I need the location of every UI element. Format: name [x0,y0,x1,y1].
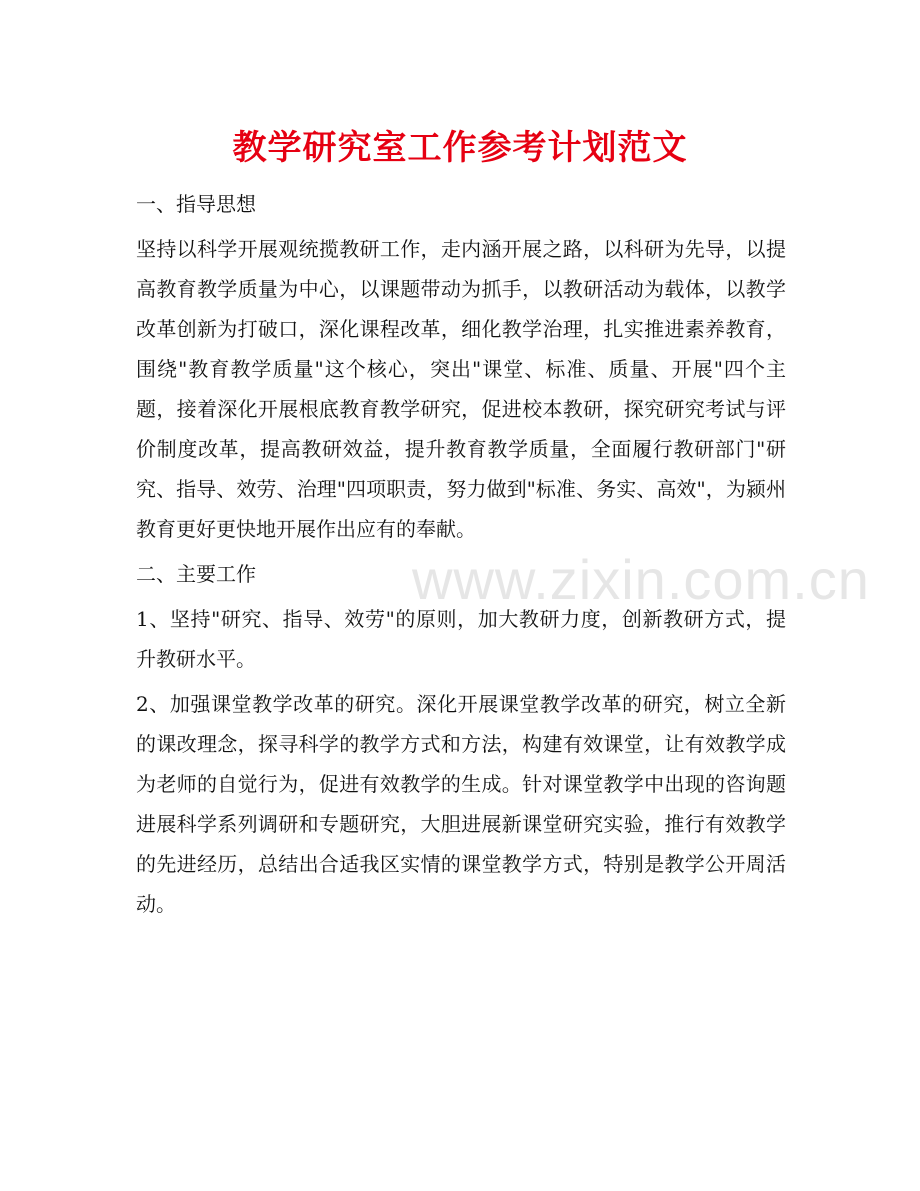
paragraph-main-work-2: 2、加强课堂教学改革的研究。深化开展课堂教学改革的研究，树立全新的课改理念，探寻科学的教学方式和方法，构建有效课堂，让有效教学成为老师的自觉行为，促进有效教学的生成。针对课堂教学中出现的咨询题进展科学系列调研和专题研究，大胆进展新课堂研究实验，推行有效教学的先进经历，总结出合适我区实情的课堂教学方式，特别是教学公开周活动。 [136,692,786,916]
paragraph-guiding-ideology: 坚持以科学开展观统揽教研工作，走内涵开展之路，以科研为先导，以提高教育教学质量为中心，以课题带动为抓手，以教研活动为载体，以教学改革创新为打破口，深化课程改革，细化教学治理，扎实推进素养教育，围绕"教育教学质量"这个核心，突出"课堂、标准、质量、开展"四个主题，接着深化开展根底教育教学研究，促进校本教研，探究研究考试与评价制度改革，提高教研效益，提升教育教学质量，全面履行教研部门"研究、指导、效劳、治理"四项职责，努力做到"标准、务实、高效"，为颍州教育更好更快地开展作出应有的奉献。 [136,237,786,541]
section-heading-guiding-ideology: 一、指导思想 [136,192,256,216]
paragraph-main-work-1: 1、坚持"研究、指导、效劳"的原则，加大教研力度，创新教研方式，提升教研水平。 [136,607,786,671]
document-title: 教学研究室工作参考计划范文 [232,128,688,168]
watermark: www.zixin.com.cn [412,548,870,611]
section-heading-main-work: 二、主要工作 [136,562,256,586]
document-body [136,184,786,929]
